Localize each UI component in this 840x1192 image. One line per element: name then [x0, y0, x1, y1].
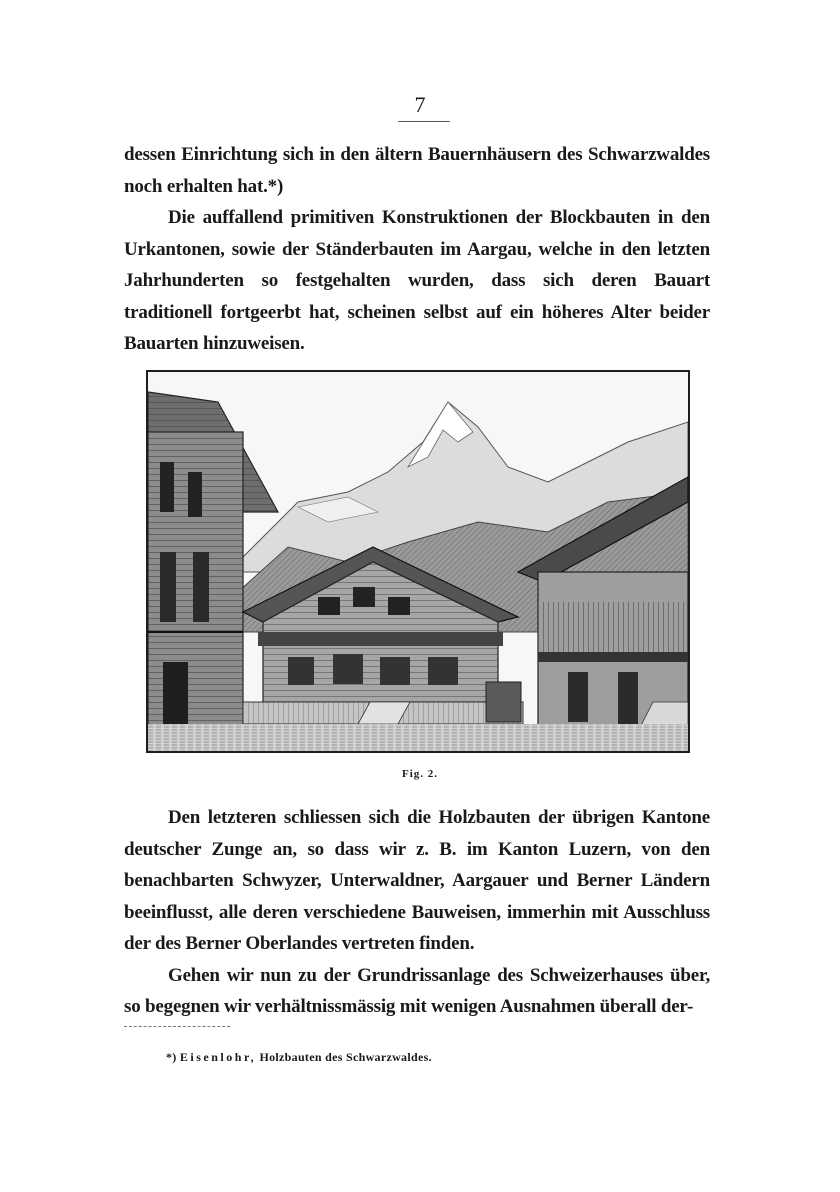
- figure-swiss-chalet-illustration: [146, 370, 690, 753]
- footnote: [166, 1050, 432, 1065]
- page-number: 7: [414, 92, 426, 117]
- paragraph-3: Den letzteren schliessen sich die Holzbauten der übrigen Kantone deutscher Zunge an, so dass wir z. B. im Kanton Luzern, von den benachbarten Schwyzer, Unterwaldner, Aargauer und Berner Ländern beeinflusst, alle deren verschiedene Bauweisen, immerhin mit Ausschluss der des Berner Oberlandes vertreten finden.: [124, 807, 710, 954]
- footnote-rule: [124, 1026, 230, 1027]
- page-number-rule: [398, 121, 450, 122]
- shed: [486, 682, 521, 722]
- footnote-marker: *): [166, 1050, 177, 1064]
- figure-caption: Fig. 2.: [401, 768, 439, 780]
- footnote-author: Eisenlohr,: [179, 1050, 257, 1064]
- text-block-top: [124, 139, 710, 360]
- footnote-title: Holzbauten des Schwarzwaldes.: [259, 1050, 432, 1064]
- text-block-bottom: [124, 802, 710, 1023]
- paragraph-1: dessen Einrichtung sich in den ältern Bauernhäusern des Schwarzwaldes noch erhalten hat.*): [124, 144, 710, 197]
- paragraph-4: Gehen wir nun zu der Grundrissanlage des Schweizerhauses über, so begegnen wir verhältnissmässig mit wenigen Ausnahmen überall der-: [124, 964, 710, 1017]
- paragraph-2: Die auffallend primitiven Konstruktionen der Blockbauten in den Urkantonen, sowie der Ständerbauten im Aargau, welche in den letzten Jahrhunderten so festgehalten wurden, dass sich deren Bauart traditionell fortgeerbt hat, scheinen selbst auf ein höheres Alter beider Bauarten hinzuweisen.: [124, 207, 710, 354]
